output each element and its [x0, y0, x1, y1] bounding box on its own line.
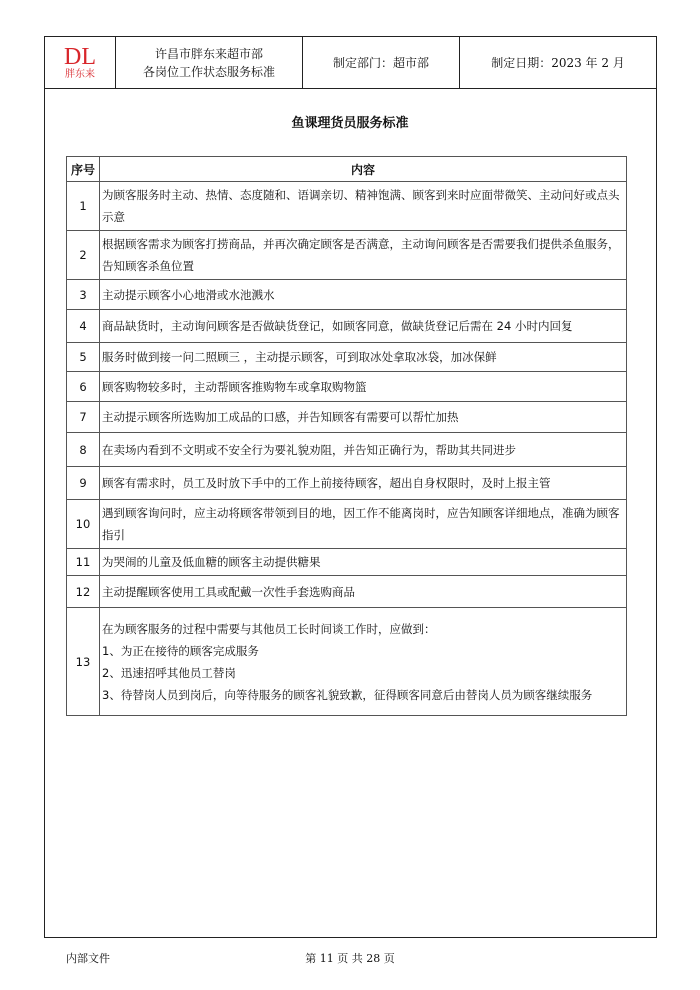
table-row: [67, 608, 627, 716]
row-content: 主动提示顾客所选购加工成品的口感，并告知顾客有需要可以帮忙加热: [100, 402, 627, 433]
row-number: 2: [67, 231, 100, 280]
row-number: 13: [67, 608, 100, 716]
row-content: 根据顾客需求为顾客打捞商品，并再次确定顾客是否满意，主动询问顾客是否需要我们提供杀鱼服务，告知顾客杀鱼位置: [100, 231, 627, 280]
row-number: 3: [67, 280, 100, 310]
row-content-line: 在为顾客服务的过程中需要与其他员工长时间谈工作时，应做到：: [102, 621, 436, 636]
row-content-line: 2、迅速招呼其他员工替岗: [102, 665, 236, 680]
row-content: 顾客有需求时，员工及时放下手中的工作上前接待顾客，超出自身权限时，及时上报主管: [100, 467, 627, 500]
row-content-line: 1、为正在接待的顾客完成服务: [102, 643, 259, 658]
row-content: 在卖场内看到不文明或不安全行为要礼貌劝阻，并告知正确行为，帮助其共同进步: [100, 433, 627, 467]
row-content: 商品缺货时，主动询问顾客是否做缺货登记，如顾客同意，做缺货登记后需在 24 小时内回复: [100, 310, 627, 343]
page-number: 第 11 页 共 28 页: [305, 952, 395, 965]
table-row: [67, 280, 627, 310]
row-number: 1: [67, 182, 100, 231]
table-row: [67, 549, 627, 576]
table-row: [67, 343, 627, 372]
row-content: 主动提示顾客小心地滑或水池溅水: [100, 280, 627, 310]
logo-mark: DL: [64, 43, 96, 70]
table-row: [67, 372, 627, 402]
row-content: 服务时做到接一问二照顾三 ，主动提示顾客，可到取冰处拿取冰袋，加冰保鲜: [100, 343, 627, 372]
row-content: [100, 608, 627, 716]
row-content: 为顾客服务时主动、热情、态度随和、语调亲切、精神饱满、顾客到来时应面带微笑、主动问好或点头示意: [100, 182, 627, 231]
table-row: [67, 433, 627, 467]
row-content: 遇到顾客询问时，应主动将顾客带领到目的地，因工作不能离岗时，应告知顾客详细地点，准确为顾客指引: [100, 500, 627, 549]
row-number: 6: [67, 372, 100, 402]
row-number: 7: [67, 402, 100, 433]
col-header-no: 序号: [67, 157, 100, 182]
row-number: 12: [67, 576, 100, 608]
logo: [45, 37, 116, 88]
logo-name: 胖东来: [65, 68, 95, 80]
date: 制定日期：2023 年 2 月: [491, 55, 625, 70]
document-header: [45, 37, 656, 89]
row-content: 主动提醒顾客使用工具或配戴一次性手套选购商品: [100, 576, 627, 608]
page-title: 鱼课理货员服务标准: [291, 116, 409, 131]
row-number: 10: [67, 500, 100, 549]
row-number: 5: [67, 343, 100, 372]
table-row: [67, 182, 627, 231]
table-row: [67, 467, 627, 500]
footer-label: 内部文件: [66, 952, 110, 965]
table-row: [67, 402, 627, 433]
org-line1: 许昌市胖东来超市部: [154, 46, 263, 61]
table-row: [67, 576, 627, 608]
row-number: 11: [67, 549, 100, 576]
table-row: [67, 231, 627, 280]
row-number: 8: [67, 433, 100, 467]
row-content: 为哭闹的儿童及低血糖的顾客主动提供糖果: [100, 549, 627, 576]
row-number: 4: [67, 310, 100, 343]
standards-table: [66, 156, 627, 716]
row-content: 顾客购物较多时，主动帮顾客推购物车或拿取购物篮: [100, 372, 627, 402]
col-header-content: 内容: [100, 157, 627, 182]
table-row: [67, 500, 627, 549]
org-title: [116, 37, 303, 88]
department: 制定部门：超市部: [303, 37, 460, 88]
row-content-line: 3、待替岗人员到岗后，向等待服务的顾客礼貌致歉，征得顾客同意后由替岗人员为顾客继续服务: [102, 687, 593, 702]
table-row: [67, 310, 627, 343]
row-number: 9: [67, 467, 100, 500]
org-line2: 各岗位工作状态服务标准: [142, 64, 275, 79]
